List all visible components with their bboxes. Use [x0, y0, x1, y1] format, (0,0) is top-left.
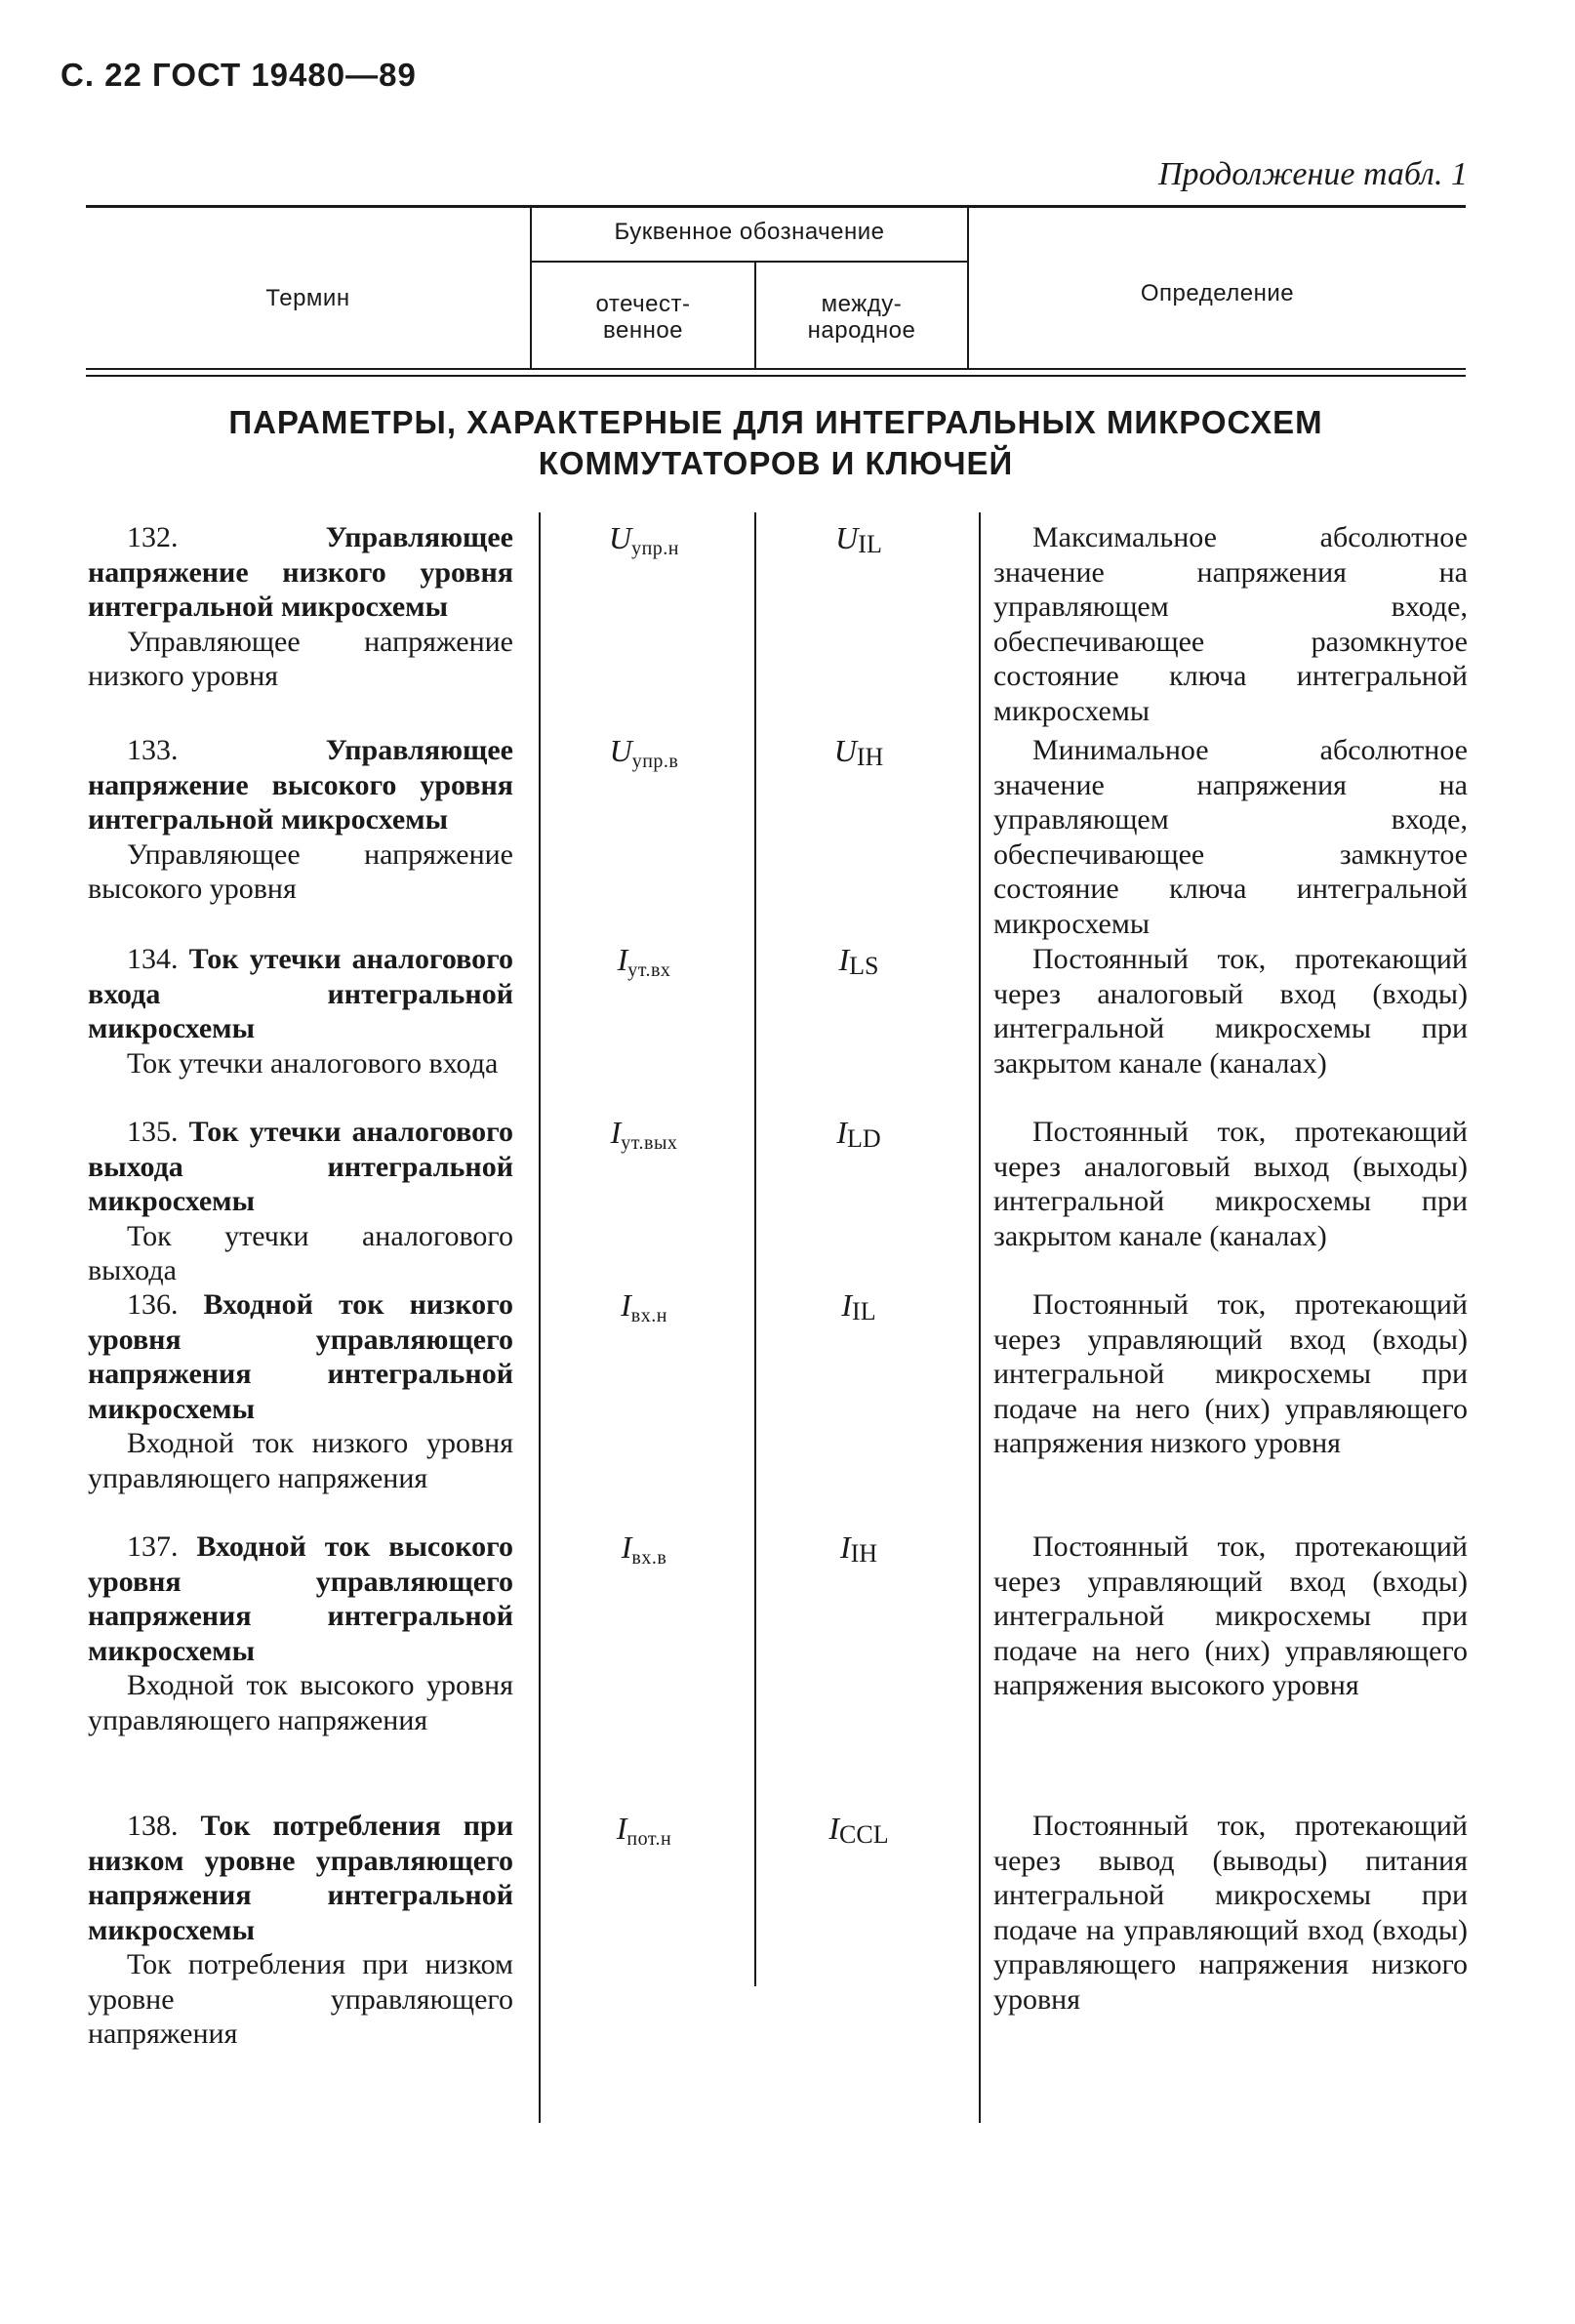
term-short: Ток утечки аналогового выхода [88, 1219, 513, 1286]
table-header-bottom-rule [86, 368, 1466, 370]
term-133 [88, 733, 513, 907]
definition-136: Постоянный ток, протекающий через управляющий вход (входы) интегральной микросхемы при подаче на него (них) управляющего напряжения низкого уровня [993, 1288, 1468, 1459]
symbol-domestic-137: Iвх.в [621, 1529, 667, 1569]
term-short: Ток утечки аналогового входа [127, 1046, 499, 1080]
definition-135: Постоянный ток, протекающий через аналоговый выход (выходы) интегральной микросхемы при закрытом канале (каналах) [993, 1116, 1468, 1252]
term-number: 135. [127, 1116, 179, 1148]
page-header: С. 22 ГОСТ 19480—89 [61, 57, 417, 93]
definition-137: Постоянный ток, протекающий через управляющий вход (входы) интегральной микросхемы при подаче на него (них) управляющего напряжения высокого уровня [993, 1530, 1468, 1701]
table-top-rule [86, 205, 1466, 208]
symbol-international-133: UIH [833, 733, 884, 771]
term-name: Входной ток высокого уровня управляющего напряжения интегральной микросхемы [88, 1530, 513, 1667]
term-name: Ток потребления при низком уровне управляющего напряжения интегральной микросхемы [88, 1810, 513, 1946]
definition-134: Постоянный ток, протекающий через аналоговый вход (входы) интегральной микросхемы при закрытом канале (каналах) [993, 943, 1468, 1080]
term-number: 133. [127, 734, 179, 766]
header-letter-designation: Буквенное обозначение [614, 219, 885, 245]
term-135 [88, 1115, 513, 1288]
definition-133: Минимальное абсолютное значение напряжения на управляющем входе, обеспечивающее замкнутое состояние ключа интегральной микросхемы [993, 734, 1468, 940]
term-short: Управляющее напряжение низкого уровня [88, 625, 513, 692]
symbol-domestic-138: Iпот.н [616, 1811, 672, 1850]
body-separator-symbols [754, 512, 756, 1986]
term-short: Управляющее напряжение высокого уровня [88, 837, 513, 905]
term-134 [88, 942, 513, 1080]
symbol-domestic-133: Uупр.в [609, 733, 679, 772]
symbol-international-134: ILS [838, 942, 879, 980]
term-short: Входной ток высокого уровня управляющего напряжения [88, 1669, 513, 1736]
symbol-international-137: IIH [839, 1529, 878, 1568]
symbol-domestic-136: Iвх.н [621, 1287, 667, 1326]
term-138 [88, 1809, 513, 2052]
body-separator-term [539, 512, 541, 2123]
section-title: ПАРАМЕТРЫ, ХАРАКТЕРНЫЕ ДЛЯ ИНТЕГРАЛЬНЫХ МИКРОСХЕМ КОММУТАТОРОВ И КЛЮЧЕЙ [228, 404, 1323, 481]
term-number: 137. [127, 1530, 179, 1563]
symbol-international-135: ILD [836, 1115, 881, 1153]
term-number: 134. [127, 943, 179, 975]
term-132 [88, 520, 513, 694]
letter-designation-divider [530, 261, 967, 263]
header-domestic: отечест- венное [595, 291, 691, 344]
term-137 [88, 1529, 513, 1737]
body-separator-definition [979, 512, 981, 2123]
symbol-domestic-135: Iут.вых [610, 1115, 678, 1154]
table-header-bottom-rule-double [86, 375, 1466, 377]
term-name: Входной ток низкого уровня управляющего напряжения интегральной микросхемы [88, 1288, 514, 1425]
term-number: 136. [127, 1288, 179, 1321]
term-name: Управляющее напряжение низкого уровня интегральной микросхемы [88, 521, 513, 623]
header-term: Термин [265, 285, 350, 311]
symbol-domestic-132: Uупр.н [608, 520, 679, 559]
term-number: 138. [127, 1810, 179, 1842]
term-name: Управляющее напряжение высокого уровня интегральной микросхемы [88, 734, 513, 836]
symbol-domestic-134: Iут.вх [617, 942, 671, 981]
term-name: Ток утечки аналогового входа интегральной микросхемы [88, 943, 513, 1044]
symbol-international-136: IIL [841, 1287, 876, 1325]
definition-132: Максимальное абсолютное значение напряжения на управляющем входе, обеспечивающее разомкнутое состояние ключа интегральной микросхемы [993, 521, 1468, 727]
term-number: 132. [127, 521, 179, 553]
header-definition: Определение [1140, 280, 1295, 306]
symbol-international-138: ICCL [828, 1811, 889, 1849]
term-name: Ток утечки аналогового выхода интегральной микросхемы [88, 1116, 513, 1217]
header-international: между- народное [807, 291, 916, 344]
term-136 [88, 1287, 513, 1495]
term-short: Входной ток низкого уровня управляющего напряжения [88, 1427, 513, 1494]
symbol-international-132: UIL [835, 520, 882, 558]
term-short: Ток потребления при низком уровне управляющего напряжения [88, 1948, 513, 2050]
table-continuation-label: Продолжение табл. 1 [1157, 156, 1468, 192]
definition-138: Постоянный ток, протекающий через вывод (выводы) питания интегральной микросхемы при подаче на управляющий вход (входы) управляющего напряжения низкого уровня [993, 1810, 1468, 2016]
